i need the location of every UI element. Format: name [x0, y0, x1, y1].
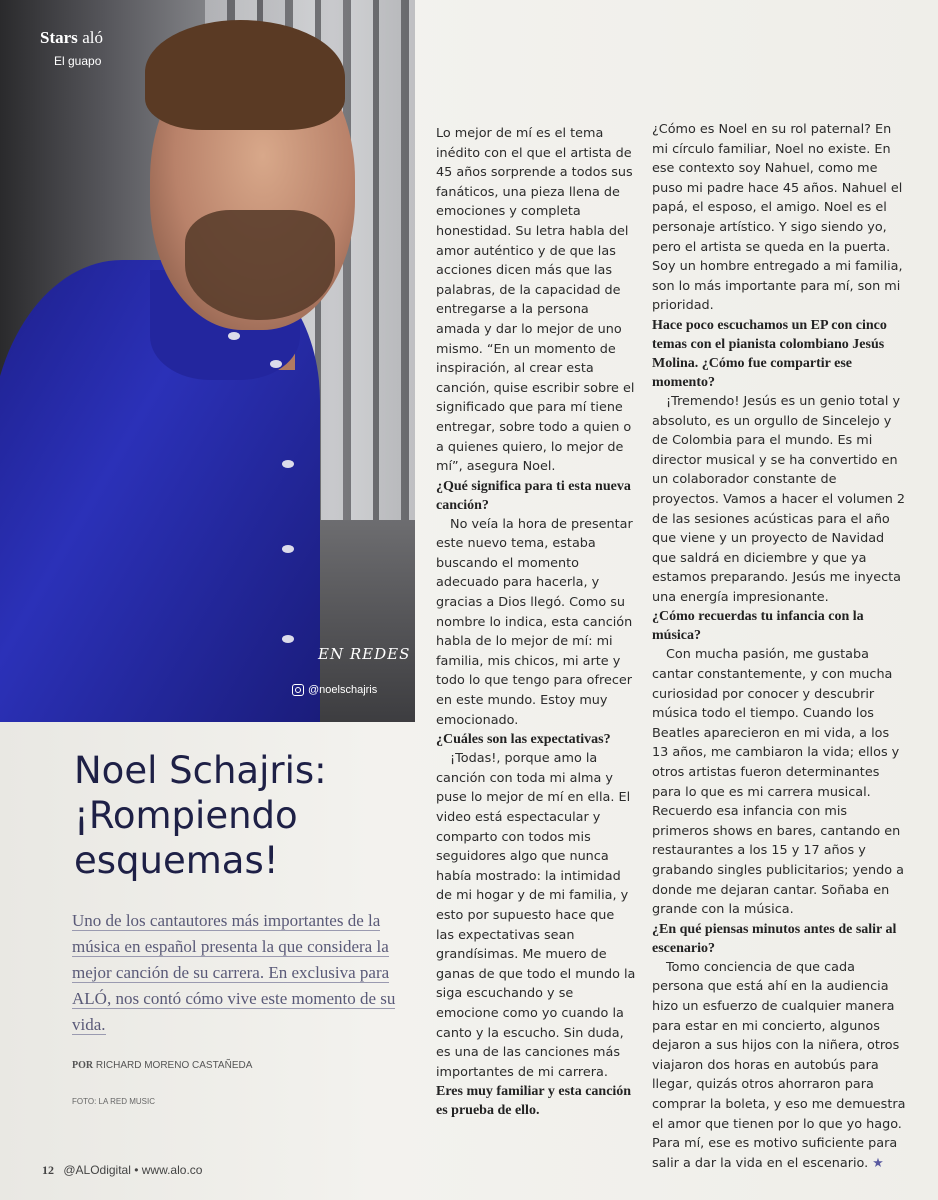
shirt-button	[270, 360, 282, 368]
star-icon: ★	[872, 1155, 884, 1171]
interview-question: Hace poco escuchamos un EP con cinco temas con el pianista colombiano Jesús Molina. ¿Cómo fue compartir ese momento?	[652, 317, 887, 390]
en-redes-label: EN REDES	[318, 645, 411, 663]
instagram-icon	[292, 684, 304, 696]
section-subsection: El guapo	[54, 54, 102, 68]
article-paragraph: Con mucha pasión, me gustaba cantar constantemente, y con mucha curiosidad por conocer y descubrir música todo el tiempo. Cuando los Beatles aparecieron en mi vida, a los 13 años, me cambiaron la vida; ellos y otros artistas fueron determinantes para lo que es mi carrera musical. Recuerdo esa infancia con mis primeros shows en bares, cantando en restaurantes a los 15 y 17 años y grabando singles publicitarios; yendo a donde me dejaran cantar. Soñaba en grande con la música.	[652, 647, 904, 918]
article-deck-text: Uno de los cantautores más importantes de la música en español presenta la que considera la mejor canción de su carrera. En exclusiva para ALÓ, nos contó cómo vive este momento de su vida.	[72, 911, 396, 1034]
shirt-button	[228, 332, 240, 340]
article-paragraph: ¿Cómo es Noel en su rol paternal? En mi círculo familiar, Noel no existe. En ese contexto soy Nahuel, como me puso mi padre hace 45 años. Nahuel el papá, el esposo, el amigo. Noel es el personaje artístico. Y sigo siendo yo, pero el artista se queda en la puerta. Soy un hombre entregado a mi familia, son lo más importante para mí, son mi prioridad.	[652, 122, 903, 314]
footer-text: @ALOdigital • www.alo.co	[63, 1163, 203, 1177]
section-alo: aló	[82, 28, 104, 47]
article-column-1	[436, 124, 636, 1120]
interview-question: ¿Cuáles son las expectativas?	[436, 732, 611, 748]
article-paragraph: Tomo conciencia de que cada persona que está ahí en la audiencia hizo un esfuerzo de cualquier manera para estar en mi concierto, algunos dejaron a sus hijos con la niñera, otros viajaron dos horas en autobús para llegar, quizás otros ahorraron para comprar la boleta, y eso me demuestra el amor que tienen por lo que yo hago. Para mí, ese es motivo suficiente para salir a dar la vida en el escenario. ★	[652, 959, 906, 1171]
interview-question: Eres muy familiar y esta canción es prueba de ello.	[436, 1084, 632, 1119]
cover-photo	[0, 0, 415, 722]
shirt-button	[282, 545, 294, 553]
shirt-button	[282, 635, 294, 643]
byline	[72, 1060, 252, 1071]
article-paragraph: No veía la hora de presentar este nuevo tema, estaba buscando el momento adecuado para hacerla, y gracias a Dios llegó. Como su nombre lo indica, esta canción habla de lo mejor de mí: mi familia, mis chicos, mi arte y todo lo que tengo para ofrecer en este mundo. Estoy muy emocionado.	[436, 516, 633, 728]
photo-credit: FOTO: LA RED MUSIC	[72, 1097, 155, 1106]
article-deck	[72, 908, 397, 1038]
photo-beard	[185, 210, 335, 320]
article-paragraph: ¡Todas!, porque amo la canción con toda mi alma y puse lo mejor de mí en ella. El video está espectacular y comparto con todos mis seguidores algo que nunca había mostrado: la intimidad de mi hogar y de mi familia, y esto por supuesto hace que las expectativas sean grandísimas. Me muero de ganas de que todo el mundo la siga escuchando y se emocione como yo cuando la canto y la escucho. Sin duda, es una de las canciones más importantes de mi carrera.	[436, 751, 636, 1080]
instagram-handle-text: @noelschajris	[308, 684, 378, 696]
instagram-handle	[292, 684, 377, 696]
interview-question: ¿Cómo recuerdas tu infancia con la música?	[652, 609, 864, 644]
section-stars: Stars	[40, 28, 78, 47]
article-column-2	[652, 120, 907, 1173]
page-footer	[42, 1163, 202, 1178]
interview-question: ¿En qué piensas minutos antes de salir al escenario?	[652, 921, 897, 956]
interview-question: ¿Qué significa para ti esta nueva canción?	[436, 478, 631, 513]
article-paragraph: ¡Tremendo! Jesús es un genio total y absoluto, es un orgullo de Sincelejo y de Colombia para el mundo. Es mi director musical y se ha convertido en un colaborador constante de proyectos. Vamos a hacer el volumen 2 de las sesiones acústicas para el año que viene y un proyecto de Navidad que saldrá en diciembre y que ya estamos preparando. Jesús me inyecta una energía impresionante.	[652, 393, 906, 605]
photo-hair	[145, 20, 345, 130]
byline-prefix: POR	[72, 1060, 94, 1071]
page-number: 12	[42, 1163, 54, 1177]
shirt-button	[282, 460, 294, 468]
byline-author: RICHARD MORENO CASTAÑEDA	[95, 1060, 253, 1071]
section-kicker	[40, 28, 103, 68]
article-headline: Noel Schajris: ¡Rompiendo esquemas!	[74, 749, 327, 882]
article-paragraph: Lo mejor de mí es el tema inédito con el que el artista de 45 años sorprende a todos sus fanáticos, una pieza llena de emociones y completa honestidad. Su letra habla del amor auténtico y de que las acciones dicen más que las palabras, de la capacidad de entregarse a la persona amada y dar lo mejor de uno mismo. “En un momento de inspiración, al crear esta canción, quise escribir sobre el significado que para mí tiene entregar, sobre todo a quien o a quienes quiero, lo mejor de mí”, asegura Noel.	[436, 126, 635, 475]
